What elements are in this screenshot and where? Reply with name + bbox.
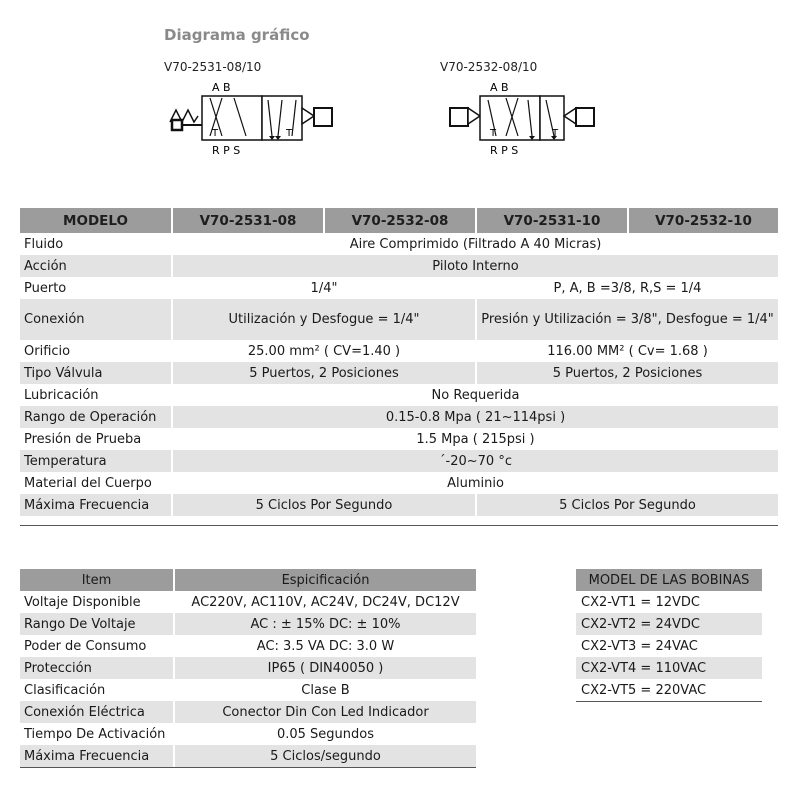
table-row — [20, 277, 778, 299]
item-table — [20, 569, 476, 767]
table-row — [20, 299, 778, 340]
table-row — [20, 384, 778, 406]
table-row — [576, 657, 762, 679]
coil-model: CX2-VT4 = 110VAC — [576, 657, 762, 679]
diagram-2-top-ports: A B — [490, 81, 509, 94]
diagram-1-exhaust-mark-1: T — [212, 128, 219, 139]
row-label: Presión de Prueba — [24, 431, 142, 447]
table-row — [20, 723, 476, 745]
row-label: Tiempo De Activación — [24, 726, 166, 742]
row-label: Acción — [20, 255, 172, 277]
col-header-model-3: V70-2531-10 — [476, 208, 628, 233]
row-label: Clasificación — [24, 682, 106, 698]
row-label: Material del Cuerpo — [24, 475, 152, 491]
item-table-bottom-rule — [20, 767, 476, 768]
coil-model: CX2-VT3 = 24VAC — [581, 638, 698, 654]
row-label: Fluido — [24, 236, 64, 252]
row-value: 0.05 Segundos — [174, 723, 476, 745]
spec-header-row — [20, 208, 778, 233]
row-value: 5 Ciclos/segundo — [174, 745, 476, 767]
table-row — [20, 233, 778, 255]
table-row — [20, 591, 476, 613]
col-header-model-2: V70-2532-08 — [324, 208, 476, 233]
coil-header-row — [576, 569, 762, 591]
row-value: AC : ± 15% DC: ± 10% — [174, 613, 476, 635]
table-row — [20, 745, 476, 767]
row-value: Aluminio — [172, 472, 778, 494]
row-value-10: Presión y Utilización = 3/8", Desfogue = 1/4" — [476, 299, 778, 340]
row-value: AC220V, AC110V, AC24V, DC24V, DC12V — [174, 591, 476, 613]
row-value-08: 5 Puertos, 2 Posiciones — [172, 362, 476, 384]
row-label: Máxima Frecuencia — [20, 745, 174, 767]
row-label: Tipo Válvula — [20, 362, 172, 384]
diagram-code-2: V70-2532-08/10 — [440, 60, 538, 74]
coil-table-bottom-rule — [576, 701, 762, 702]
coil-table — [576, 569, 762, 701]
table-row — [576, 679, 762, 701]
table-row — [20, 450, 778, 472]
row-label: Conexión — [20, 299, 172, 340]
row-value: Piloto Interno — [172, 255, 778, 277]
row-value: Conector Din Con Led Indicador — [174, 701, 476, 723]
row-value-10: 5 Ciclos Por Segundo — [476, 494, 778, 516]
item-header-row — [20, 569, 476, 591]
row-value: IP65 ( DIN40050 ) — [174, 657, 476, 679]
coil-model: CX2-VT1 = 12VDC — [581, 594, 700, 610]
table-row — [576, 613, 762, 635]
row-label: Puerto — [24, 280, 67, 296]
row-value: AC: 3.5 VA DC: 3.0 W — [174, 635, 476, 657]
row-value-10: 5 Puertos, 2 Posiciones — [476, 362, 778, 384]
diagram-code-1: V70-2531-08/10 — [164, 60, 262, 74]
table-row — [20, 701, 476, 723]
row-value: Clase B — [174, 679, 476, 701]
col-header-model-1: V70-2531-08 — [172, 208, 324, 233]
table-row — [20, 657, 476, 679]
row-label: Rango De Voltaje — [20, 613, 174, 635]
row-value-08: 25.00 mm² ( CV=1.40 ) — [172, 340, 476, 362]
row-label: Orificio — [24, 343, 71, 359]
row-value-10: 116.00 MM² ( Cv= 1.68 ) — [476, 340, 778, 362]
table-row — [20, 255, 778, 277]
table-row — [20, 406, 778, 428]
diagram-2-exhaust-mark-1: T — [490, 128, 497, 139]
row-label: Poder de Consumo — [24, 638, 147, 654]
coil-model: CX2-VT2 = 24VDC — [576, 613, 762, 635]
row-label: Máxima Frecuencia — [20, 494, 172, 516]
row-label: Voltaje Disponible — [24, 594, 141, 610]
coil-model: CX2-VT5 = 220VAC — [581, 682, 707, 698]
row-value: 1.5 Mpa ( 215psi ) — [172, 428, 778, 450]
table-row — [20, 428, 778, 450]
col-header-modelo: MODELO — [20, 208, 172, 233]
table-row — [20, 613, 476, 635]
table-row — [20, 362, 778, 384]
row-label: Protección — [20, 657, 174, 679]
row-value-10: P, A, B =3/8, R,S = 1/4 — [476, 277, 778, 299]
row-value: 0.15-0.8 Mpa ( 21~114psi ) — [172, 406, 778, 428]
section-title: Diagrama gráfico — [164, 26, 310, 44]
table-row — [20, 340, 778, 362]
row-value: Aire Comprimido (Filtrado A 40 Micras) — [172, 233, 778, 255]
table-row — [20, 494, 778, 516]
diagram-2-bottom-ports: R P S — [490, 144, 519, 157]
diagram-2-exhaust-mark-2: T — [552, 128, 559, 139]
table-row — [576, 591, 762, 613]
table-row — [576, 635, 762, 657]
valve-symbol-double-solenoid — [446, 76, 606, 162]
spec-table — [20, 208, 778, 516]
table-row — [20, 679, 476, 701]
diagram-1-exhaust-mark-2: T — [286, 128, 293, 139]
col-header-model-4: V70-2532-10 — [628, 208, 778, 233]
col-header-item: Item — [20, 569, 174, 591]
table-row — [20, 472, 778, 494]
row-label: Rango de Operación — [20, 406, 172, 428]
row-label: Temperatura — [20, 450, 172, 472]
coil-header: MODEL DE LAS BOBINAS — [576, 569, 762, 591]
col-header-spec: Espicificación — [174, 569, 476, 591]
table-row — [20, 635, 476, 657]
spec-table-bottom-rule — [20, 525, 778, 526]
row-value: ´-20~70 °c — [172, 450, 778, 472]
diagram-1-top-ports: A B — [212, 81, 231, 94]
diagram-1-bottom-ports: R P S — [212, 144, 241, 157]
valve-symbol-single-solenoid — [168, 76, 338, 162]
row-value-08: Utilización y Desfogue = 1/4" — [172, 299, 476, 340]
row-label: Lubricación — [24, 387, 99, 403]
row-value-08: 1/4" — [172, 277, 476, 299]
row-value-08: 5 Ciclos Por Segundo — [172, 494, 476, 516]
row-label: Conexión Eléctrica — [20, 701, 174, 723]
row-value: No Requerida — [172, 384, 778, 406]
